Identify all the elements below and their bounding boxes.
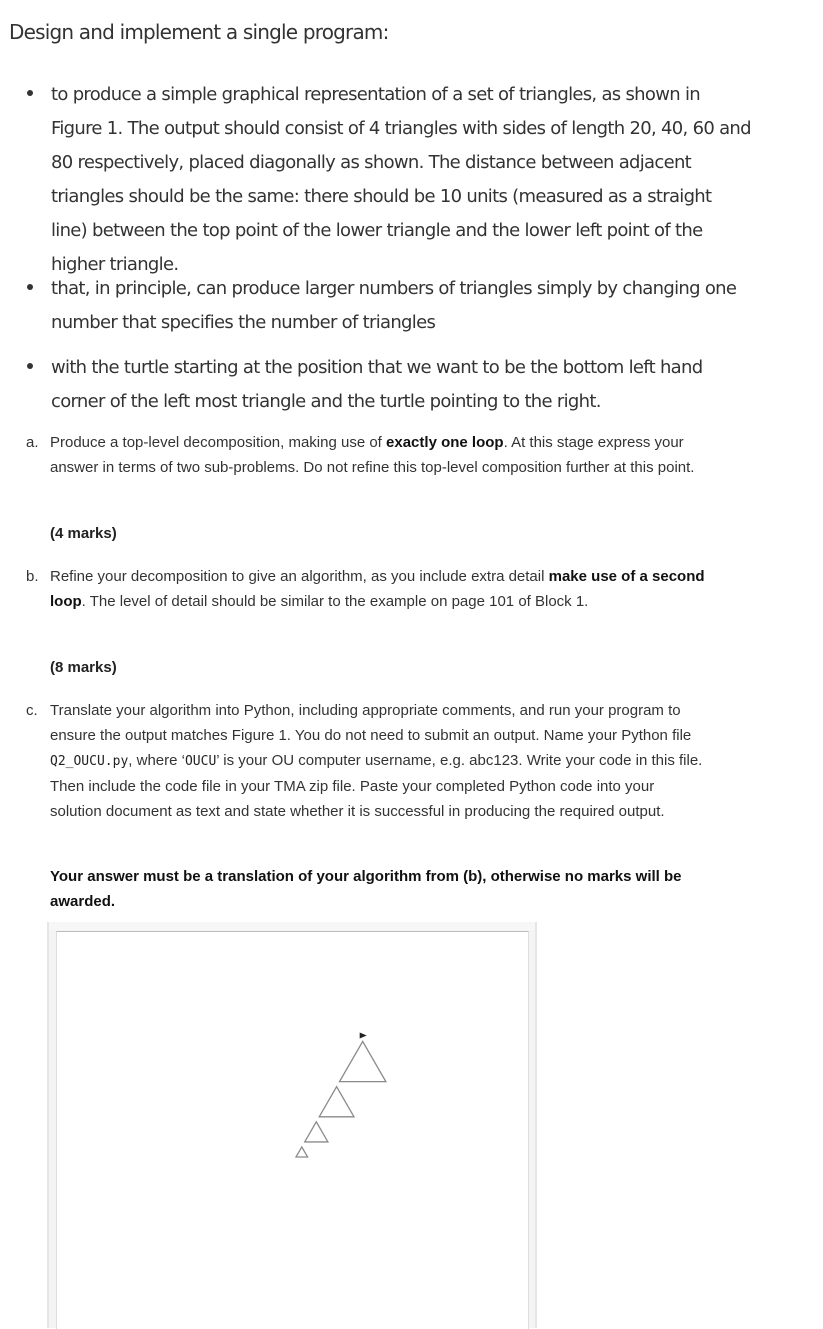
part-text: Refine your decomposition to give an algorithm, as you include extra detail	[50, 568, 549, 585]
requirement-text: to produce a simple graphical representation of a set of triangles, as shown in Figure 1. The output should consist of 4 triangles with sides of length 20, 40, 60 and 80 respectively, placed diagonally as shown. The distance between adjacent triangles should be the same: there should be 10 units (measured as a straight line) between the top point of the lower triangle and the lower left point of the higher triangle.	[51, 84, 751, 275]
part-text: . The level of detail should be similar to the example on page 101 of Block 1.	[81, 593, 589, 610]
list-item	[51, 78, 751, 282]
emphasis: make use of a second loop	[50, 568, 705, 610]
question-part-c	[26, 698, 710, 824]
part-text: ’ is your OU computer username, e.g. abc123. Write your code in this file. Then include the code file in your TMA zip file. Paste your completed Python code into your solution document as text and state whether it is successful in producing the required output.	[50, 752, 703, 820]
triangles-drawing	[57, 932, 528, 1329]
username-code: OUCU	[184, 754, 217, 769]
part-letter: b.	[26, 568, 39, 585]
turtle-cursor-icon	[360, 1032, 367, 1038]
part-letter: a.	[26, 434, 39, 451]
question-part-a	[26, 430, 710, 480]
triangle-1	[296, 1147, 308, 1157]
important-note: Your answer must be a translation of your algorithm from (b), otherwise no marks will be awarded.	[50, 868, 682, 910]
part-letter: c.	[26, 702, 38, 719]
turtle-canvas	[56, 931, 529, 1329]
part-text: . At this stage express your answer in terms of two sub-problems. Do not refine this top-level composition further at this point.	[50, 434, 695, 476]
triangle-2	[305, 1122, 328, 1142]
part-text: Produce a top-level decomposition, making use of	[50, 434, 387, 451]
triangle-3	[319, 1087, 354, 1117]
emphasis: exactly one loop	[386, 434, 504, 451]
bullet-icon	[27, 90, 33, 96]
list-item	[51, 272, 751, 340]
marks-b: (8 marks)	[50, 659, 117, 676]
list-item	[51, 351, 751, 419]
bullet-icon	[27, 363, 33, 369]
requirement-text: that, in principle, can produce larger numbers of triangles simply by changing one number that specifies the number of triangles	[51, 278, 737, 333]
page-heading: Design and implement a single program:	[9, 20, 389, 44]
part-text: , where ‘	[128, 752, 185, 769]
marks-a: (4 marks)	[50, 525, 117, 542]
question-part-b	[26, 564, 710, 614]
filename-code: Q2_OUCU.py	[50, 754, 129, 769]
part-text: Translate your algorithm into Python, including appropriate comments, and run your program to ensure the output matches Figure 1. You do not need to submit an output. Name your Python file	[50, 702, 692, 744]
bullet-icon	[27, 284, 33, 290]
triangle-4	[340, 1041, 386, 1081]
window-titlebar	[49, 922, 535, 930]
requirement-text: with the turtle starting at the position that we want to be the bottom left hand corner of the left most triangle and the turtle pointing to the right.	[51, 357, 703, 412]
turtle-output-figure	[47, 922, 537, 1328]
